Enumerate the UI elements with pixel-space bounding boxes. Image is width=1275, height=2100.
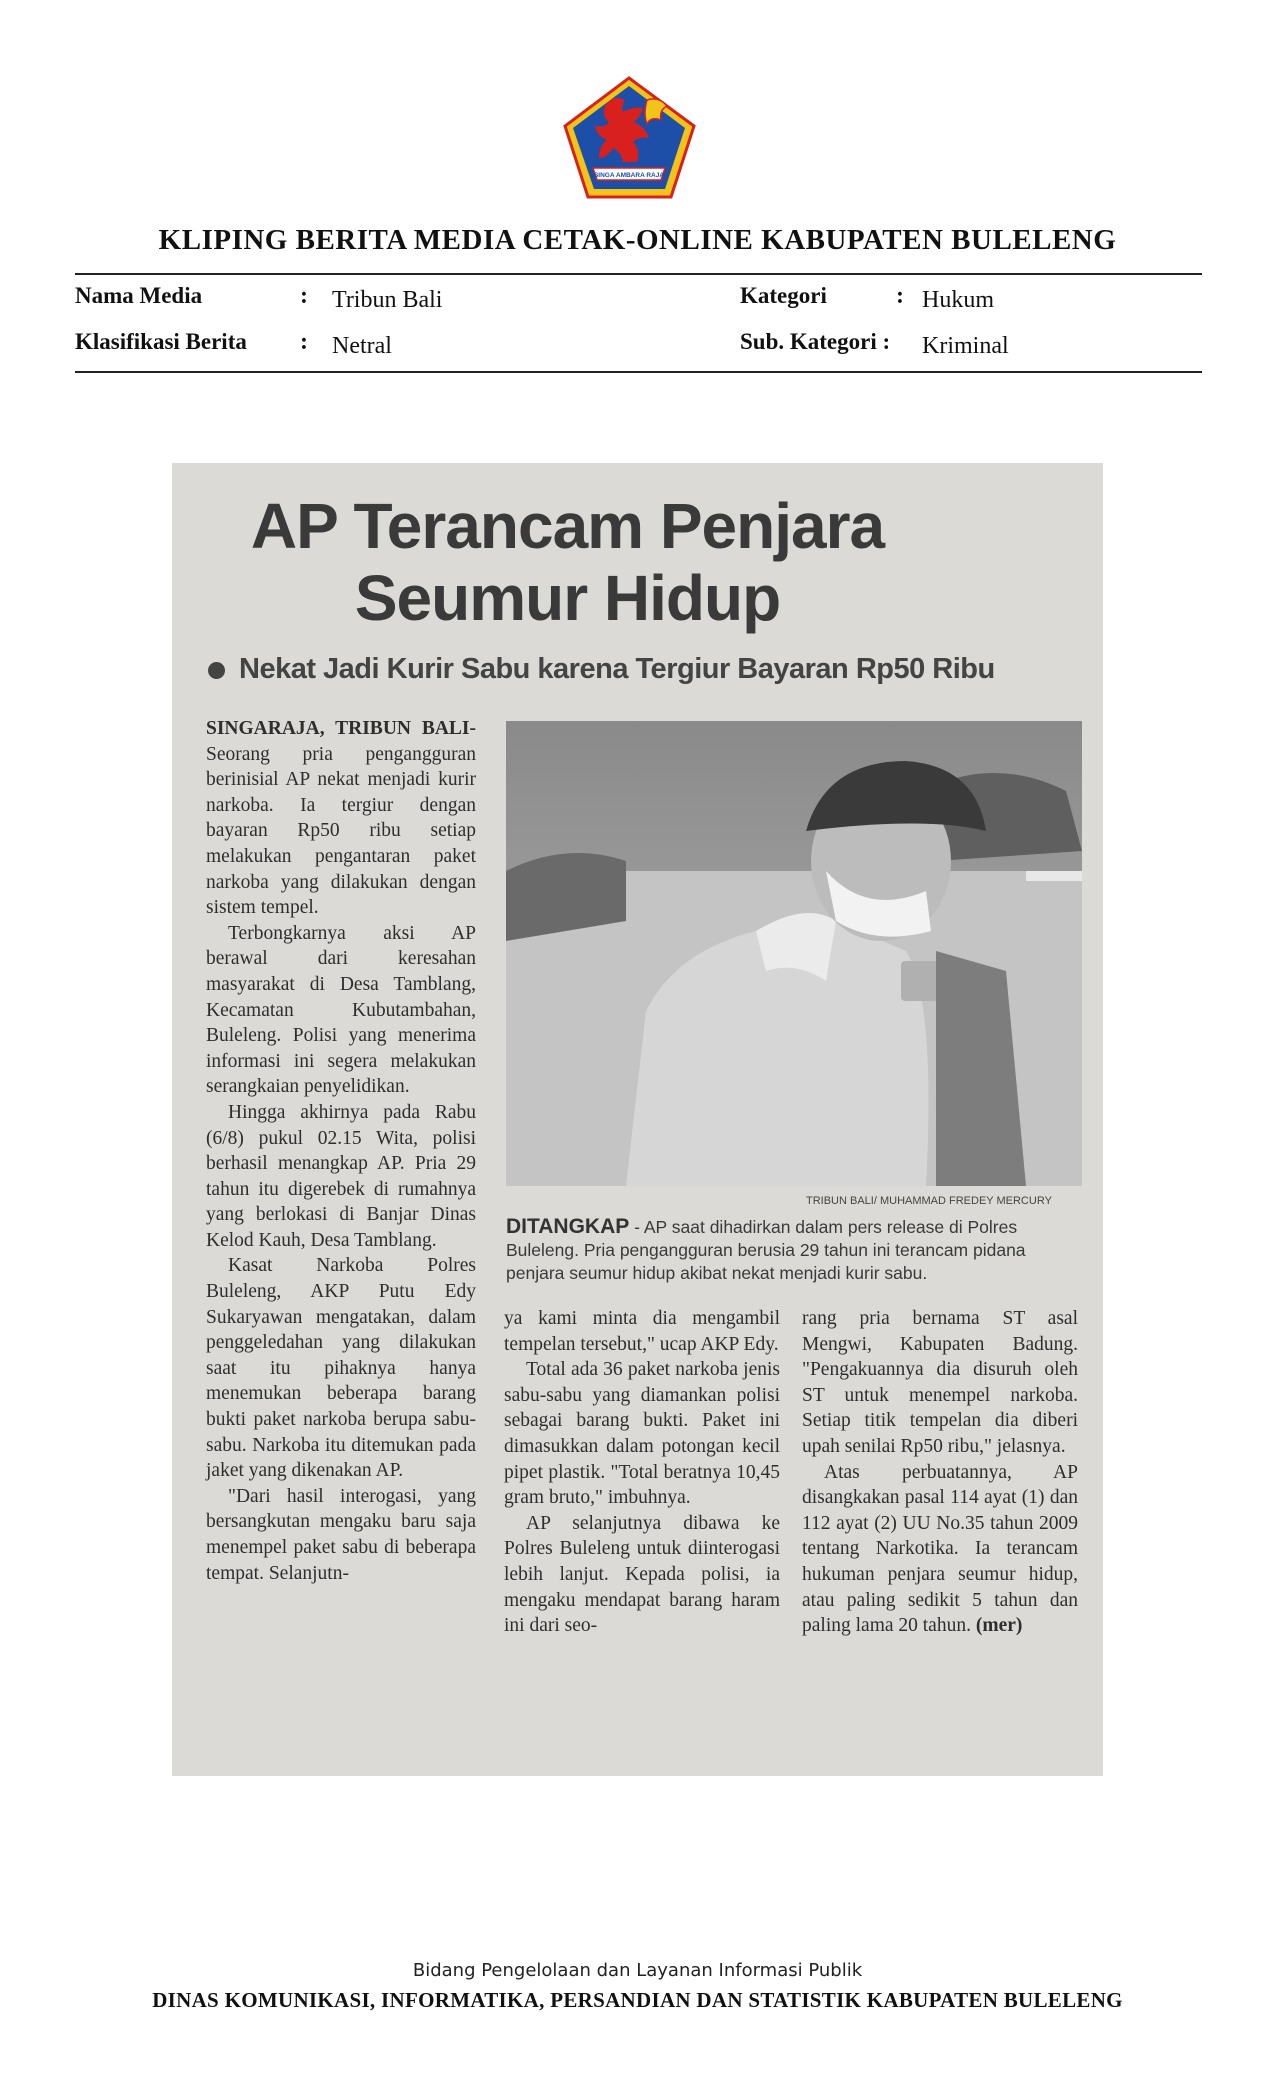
nama-media-value: Tribun Bali	[332, 287, 443, 313]
paragraph: Terbongkarnya aksi AP berawal dari keresahan masyarakat di Desa Tamblang, Kecamatan Kubutambahan, Buleleng. Polisi yang menerima informasi ini segera melakukan serangkaian penyelidikan.	[206, 922, 476, 1098]
article-column-3	[802, 1306, 1078, 1639]
footer-agency: DINAS KOMUNIKASI, INFORMATIKA, PERSANDIAN DAN STATISTIK KABUPATEN BULELENG	[152, 1988, 1123, 2012]
logo-motto: SINGA AMBARA RAJA	[593, 172, 665, 179]
caption-lead: DITANGKAP	[506, 1215, 630, 1238]
paragraph: rang pria bernama ST asal Mengwi, Kabupaten Badung. "Pengakuannya dia disuruh oleh ST untuk menempel narkoba. Setiap titik tempelan dia diberi upah senilai Rp50 ribu," jelasnya.	[802, 1308, 1078, 1457]
newspaper-clipping	[172, 463, 1103, 1776]
bullet-icon	[208, 662, 225, 679]
sub-kategori-value: Kriminal	[922, 333, 1009, 359]
nama-media-colon: :	[300, 283, 308, 309]
paragraph: Atas perbuatannya, AP disangkakan pasal 114 ayat (1) dan 112 ayat (2) UU No.35 tahun 2009 tentang Narkotika. Ia terancam hukuman penjara seumur hidup, atau paling sedikit 5 tahun dan paling lama 20 tahun.	[802, 1461, 1078, 1637]
klasifikasi-colon: :	[300, 329, 308, 355]
sub-kategori-label: Sub. Kategori :	[740, 329, 891, 354]
news-photo	[506, 721, 1082, 1186]
nama-media-label: Nama Media	[75, 283, 203, 308]
paragraph: ya kami minta dia mengambil tempelan tersebut," ucap AKP Edy.	[504, 1308, 780, 1355]
kategori-label: Kategori	[740, 283, 827, 308]
photo-caption: DITANGKAP - AP saat dihadirkan dalam pers release di Polres Buleleng. Pria pengangguran berusia 29 tahun ini terancam pidana penjara seumur hidup akibat nekat menjadi kurir sabu.	[506, 1215, 1026, 1283]
author-signoff: (mer)	[975, 1615, 1023, 1637]
paragraph: Total ada 36 paket narkoba jenis sabu-sabu yang diamankan polisi sebagai barang bukti. Paket ini dimasukkan dalam potongan kecil pipet plastik. "Total beratnya 10,45 gram bruto," imbuhnya.	[504, 1359, 780, 1509]
klasifikasi-value: Netral	[332, 333, 392, 359]
headline-line-2: Seumur Hidup	[354, 562, 781, 634]
paragraph: "Dari hasil interogasi, yang bersangkutan mengaku baru saja menempel paket sabu di beberapa tempat. Selanjutn-	[206, 1485, 476, 1584]
headline-line-1: AP Terancam Penjara	[250, 490, 885, 562]
article-column-2	[504, 1306, 780, 1639]
kategori-colon: :	[896, 283, 904, 309]
article-column-1	[206, 716, 476, 1586]
subheadline: Nekat Jadi Kurir Sabu karena Tergiur Bayaran Rp50 Ribu	[208, 653, 995, 686]
dateline: SINGARAJA, TRIBUN BALI-	[206, 718, 476, 739]
footer-department: Bidang Pengelolaan dan Layanan Informasi Publik	[412, 1960, 863, 1981]
kabupaten-buleleng-logo	[563, 76, 696, 199]
paragraph: AP selanjutnya dibawa ke Polres Buleleng untuk diinterogasi lebih lanjut. Kepada polisi, ia mengaku mendapat barang haram ini dari seo-	[504, 1512, 780, 1637]
photo-credit: TRIBUN BALI/ MUHAMMAD FREDEY MERCURY	[806, 1195, 1052, 1207]
klasifikasi-label: Klasifikasi Berita	[75, 329, 247, 354]
paragraph: Hingga akhirnya pada Rabu (6/8) pukul 02.15 Wita, polisi berhasil menangkap AP. Pria 29 tahun itu digerebek di rumahnya yang berlokasi di Banjar Dinas Kelod Kauh, Desa Tamblang.	[206, 1101, 476, 1251]
page-title: KLIPING BERITA MEDIA CETAK-ONLINE KABUPATEN BULELENG	[158, 224, 1117, 256]
meta-divider	[75, 371, 1202, 373]
kategori-value: Hukum	[922, 287, 994, 313]
paragraph: Seorang pria pengangguran berinisial AP nekat menjadi kurir narkoba. Ia tergiur dengan bayaran Rp50 ribu setiap melakukan pengantaran paket narkoba yang dilakukan dengan sistem tempel.	[206, 743, 476, 919]
paragraph: Kasat Narkoba Polres Buleleng, AKP Putu Edy Sukaryawan mengatakan, dalam penggeledahan yang dilakukan saat itu pihaknya hanya menemukan beberapa barang bukti paket narkoba berupa sabu-sabu. Narkoba itu ditemukan pada jaket yang dikenakan AP.	[206, 1255, 476, 1482]
top-divider	[75, 273, 1202, 275]
